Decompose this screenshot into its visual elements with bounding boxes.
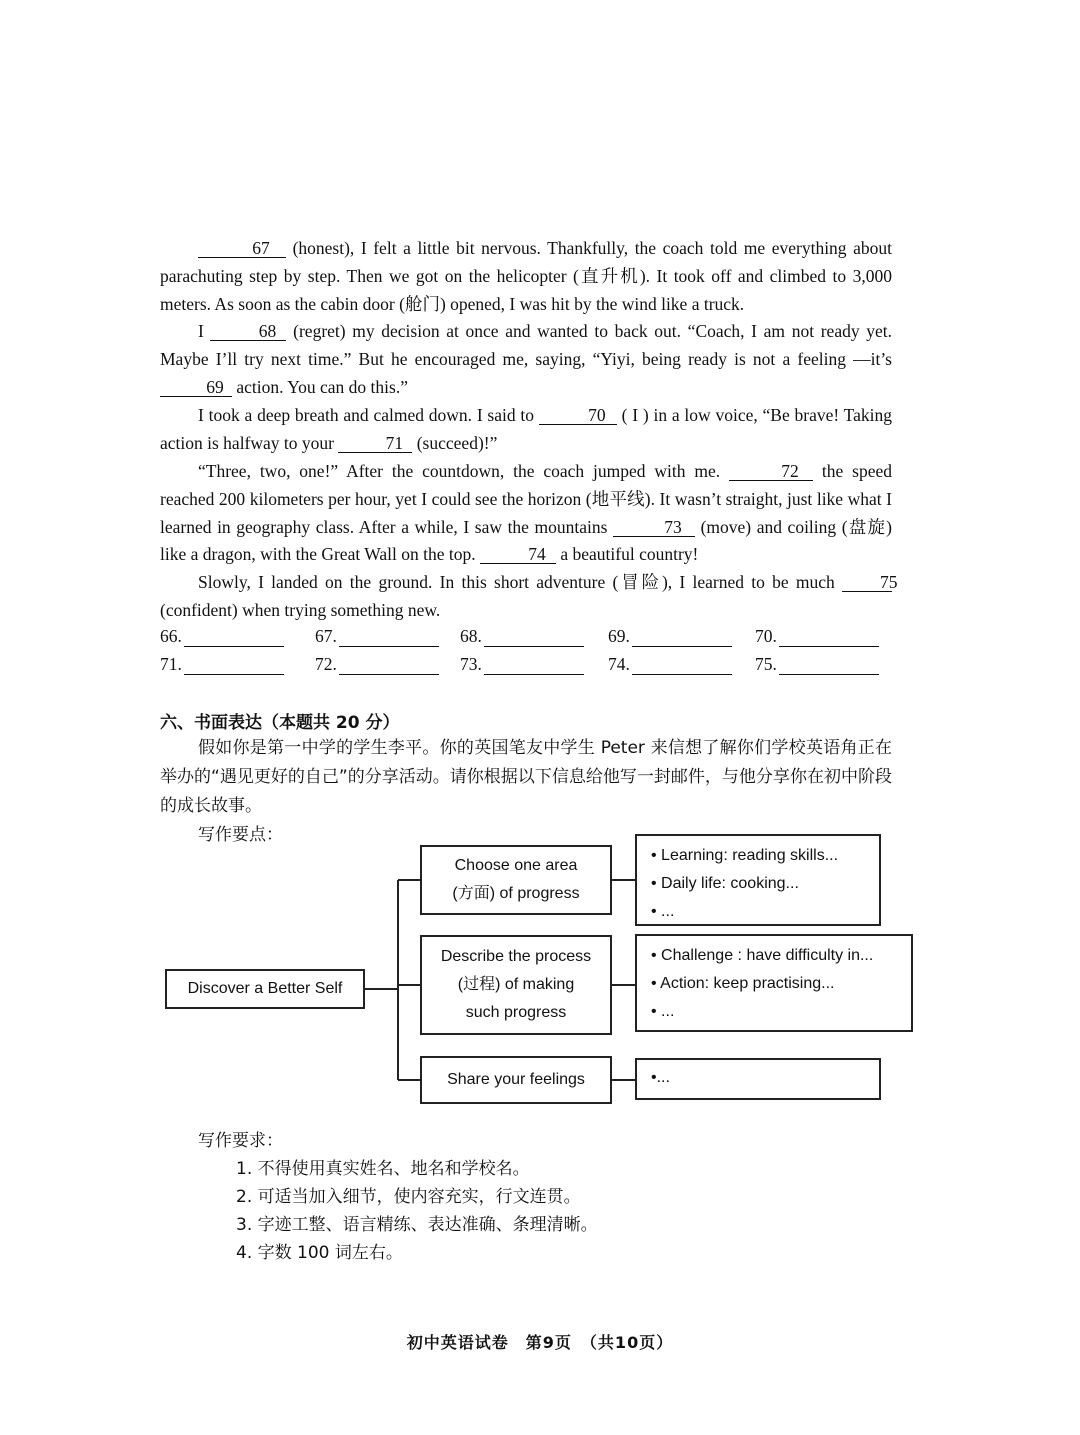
- answer-slot[interactable]: 66.: [160, 626, 284, 647]
- blank-74[interactable]: 74: [480, 545, 556, 564]
- detail-1-item: • Daily life: cooking...: [651, 875, 799, 892]
- answer-slot[interactable]: 69.: [608, 626, 732, 647]
- diagram-detail-3: [635, 1058, 881, 1100]
- passage-text: I: [198, 321, 204, 341]
- branch-2-line-1: Describe the process: [440, 948, 592, 965]
- diagram-detail-2: [635, 934, 913, 1032]
- passage-paragraph-4: [160, 458, 892, 569]
- blank-75[interactable]: 75: [842, 573, 892, 592]
- branch-2-line-2: (过程) of making: [457, 976, 575, 993]
- answer-slot[interactable]: 73.: [460, 654, 584, 675]
- diagram-root-box: [165, 969, 365, 1009]
- branch-3-label: Share your feelings: [447, 1071, 585, 1088]
- blank-72[interactable]: 72: [729, 462, 813, 481]
- answer-slot[interactable]: 71.: [160, 654, 284, 675]
- diagram-detail-1: [635, 834, 881, 926]
- detail-2-item: • Challenge : have difficulty in...: [651, 947, 874, 964]
- passage-paragraph-3: [160, 402, 892, 458]
- answer-row-1: [160, 626, 900, 654]
- requirement-3: 3. 字迹工整、语言精练、表达准确、条理清晰。: [236, 1215, 598, 1235]
- answer-slot[interactable]: 72.: [315, 654, 439, 675]
- passage-text: ( I ) in a low voice, “Be brave! Taking action is halfway to your: [160, 405, 893, 453]
- passage-text: Slowly, I landed on the ground. In this short adventure (冒险), I learned to be much: [198, 572, 835, 592]
- blank-68[interactable]: 68: [210, 322, 286, 341]
- answer-slot[interactable]: 75.: [755, 654, 879, 675]
- passage-text: (confident) when trying something new.: [160, 599, 441, 620]
- diagram-branch-1: [420, 845, 612, 915]
- passage-text: a beautiful country!: [560, 544, 699, 565]
- detail-1-item: • ...: [651, 903, 675, 920]
- passage-text: (succeed)!”: [416, 432, 498, 453]
- answer-slot[interactable]: 67.: [315, 626, 439, 647]
- passage-paragraph-2: [160, 318, 892, 401]
- requirement-2: 2. 可适当加入细节，使内容充实，行文连贯。: [236, 1187, 581, 1207]
- answer-slot[interactable]: 74.: [608, 654, 732, 675]
- writing-points-label: 写作要点：: [198, 825, 283, 845]
- passage-text: the speed reached 200 kilometers per hour, yet I could see the horizon (地平线). It wasn’t straight, just like what I learned in geography class. After a while, I saw the mountains: [160, 461, 893, 537]
- blank-67[interactable]: 67: [198, 239, 286, 258]
- passage-text: (move) and coiling (盘旋) like a dragon, with the Great Wall on the top.: [160, 516, 892, 565]
- answer-row-2: [160, 654, 900, 682]
- passage-paragraph-5: [160, 569, 898, 625]
- passage-text: action. You can do this.”: [236, 376, 408, 397]
- passage-text: (honest), I felt a little bit nervous. Thankfully, the coach told me everything about parachuting step by step. Then we got on the helicopter (直升机). It took off and climbed to 3,000 meters. As soon as the cabin door (舱门) opened, I was hit by the wind like a truck.: [160, 238, 892, 314]
- passage-text: (regret) my decision at once and wanted to back out. “Coach, I am not ready yet. Maybe I’ll try next time.” But he encouraged me, saying, “Yiyi, being ready is not a feeling —it’s: [160, 321, 892, 369]
- blank-70[interactable]: 70: [539, 406, 617, 425]
- branch-2-line-3: such progress: [465, 1004, 567, 1021]
- detail-2-item: • ...: [651, 1003, 675, 1020]
- passage-text: I took a deep breath and calmed down. I said to: [198, 405, 535, 425]
- diagram-branch-2: [420, 935, 612, 1035]
- section-title: 六、书面表达（本题共 20 分）: [160, 713, 400, 733]
- answer-slot[interactable]: 70.: [755, 626, 879, 647]
- detail-1-item: • Learning: reading skills...: [651, 847, 839, 864]
- blank-69[interactable]: 69: [160, 378, 232, 397]
- blank-71[interactable]: 71: [338, 434, 412, 453]
- page-footer: 初中英语试卷 第9页 （共10页）: [406, 1333, 674, 1352]
- answer-slot[interactable]: 68.: [460, 626, 584, 647]
- blank-73[interactable]: 73: [613, 518, 695, 537]
- branch-1-line-2: (方面) of progress: [452, 885, 580, 902]
- branch-1-line-1: Choose one area: [454, 857, 578, 874]
- detail-2-item: • Action: keep practising...: [651, 975, 835, 992]
- requirements-label: 写作要求：: [198, 1131, 283, 1151]
- requirement-4: 4. 字数 100 词左右。: [236, 1243, 403, 1263]
- writing-prompt: 假如你是第一中学的学生李平。你的英国笔友中学生 Peter 来信想了解你们学校英语角正在举办的“遇见更好的自己”的分享活动。请你根据以下信息给他写一封邮件，与他分享你在初中阶段的成长故事。: [160, 738, 892, 816]
- diagram-branch-3: [420, 1056, 612, 1104]
- passage-paragraph-1: [160, 235, 892, 318]
- passage-text: “Three, two, one!” After the countdown, the coach jumped with me.: [198, 461, 721, 481]
- detail-3-item: •...: [651, 1069, 670, 1086]
- requirement-1: 1. 不得使用真实姓名、地名和学校名。: [236, 1159, 530, 1179]
- root-label: Discover a Better Self: [187, 980, 343, 997]
